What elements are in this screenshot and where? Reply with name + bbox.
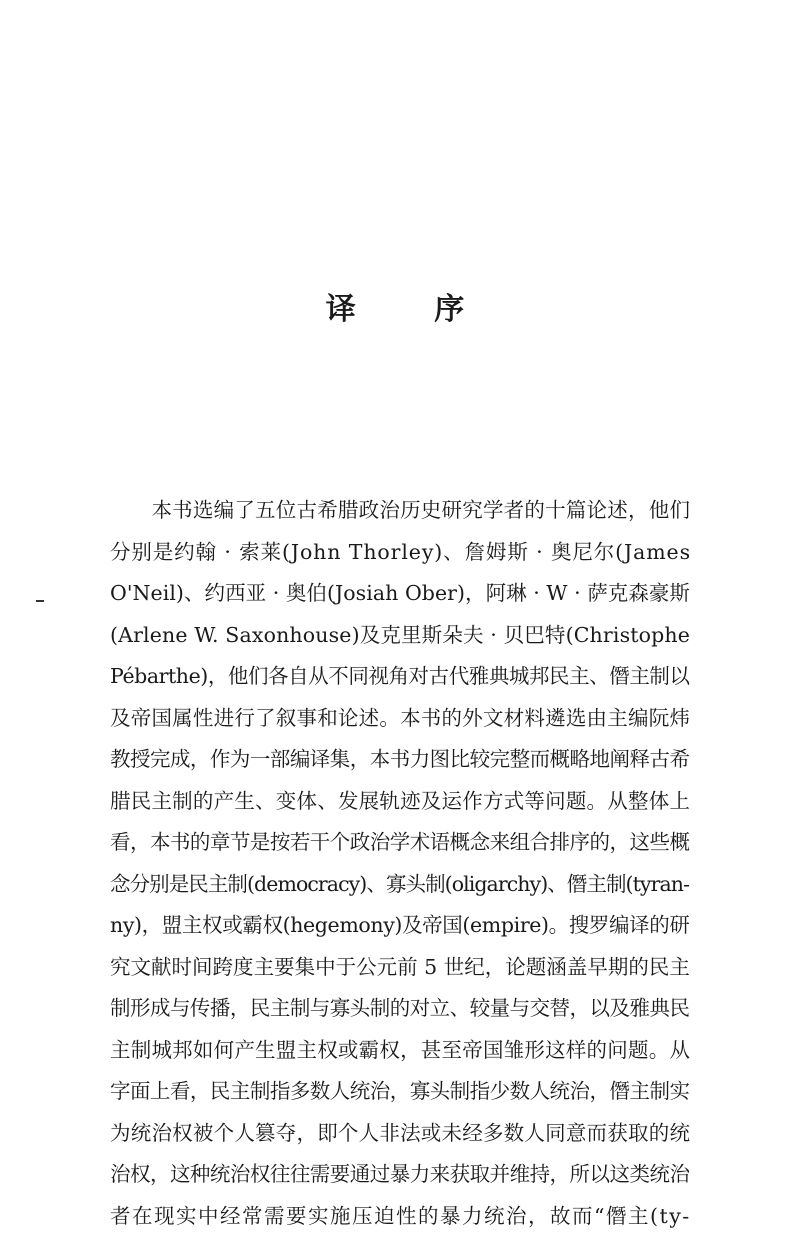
text-line: 教授完成，作为一部编译集，本书力图比较完整而概略地阐释古希 [110,739,690,781]
text-line: 者在现实中经常需要实施压迫性的暴力统治，故而“僭主(ty- [110,1196,690,1237]
page-title: 译 序 [0,290,790,330]
text-line: 主制城邦如何产生盟主权或霸权，甚至帝国雏形这样的问题。从 [110,1030,690,1072]
text-line: 为统治权被个人篡夺，即个人非法或未经多数人同意而获取的统 [110,1113,690,1155]
text-line: (Arlene W. Saxonhouse)及克里斯朵夫 · 贝巴特(Christophe [110,615,690,657]
text-line: 腊民主制的产生、变体、发展轨迹及运作方式等问题。从整体上 [110,781,690,823]
margin-mark [36,600,44,602]
text-line: 究文献时间跨度主要集中于公元前 5 世纪，论题涵盖早期的民主 [110,947,690,989]
text-line: ny)，盟主权或霸权(hegemony)及帝国(empire)。搜罗编译的研 [110,905,690,947]
text-line: 制形成与传播，民主制与寡头制的对立、较量与交替，以及雅典民 [110,988,690,1030]
text-line: 本书选编了五位古希腊政治历史研究学者的十篇论述，他们 [110,490,690,532]
text-line: 字面上看，民主制指多数人统治，寡头制指少数人统治，僭主制实 [110,1071,690,1113]
text-line: 治权，这种统治权往往需要通过暴力来获取并维持，所以这类统治 [110,1154,690,1196]
text-line: 念分别是民主制(democracy)、寡头制(oligarchy)、僭主制(tyran- [110,864,690,906]
body-paragraph [110,490,690,1237]
text-line: Pébarthe)，他们各自从不同视角对古代雅典城邦民主、僭主制以 [110,656,690,698]
text-line: 及帝国属性进行了叙事和论述。本书的外文材料遴选由主编阮炜 [110,698,690,740]
text-line: O'Neil)、约西亚 · 奥伯(Josiah Ober)，阿琳 · W · 萨克森豪斯 [110,573,690,615]
text-line: 看，本书的章节是按若干个政治学术语概念来组合排序的，这些概 [110,822,690,864]
text-line: 分别是约翰 · 索莱(John Thorley)、詹姆斯 · 奥尼尔(James [110,532,690,574]
